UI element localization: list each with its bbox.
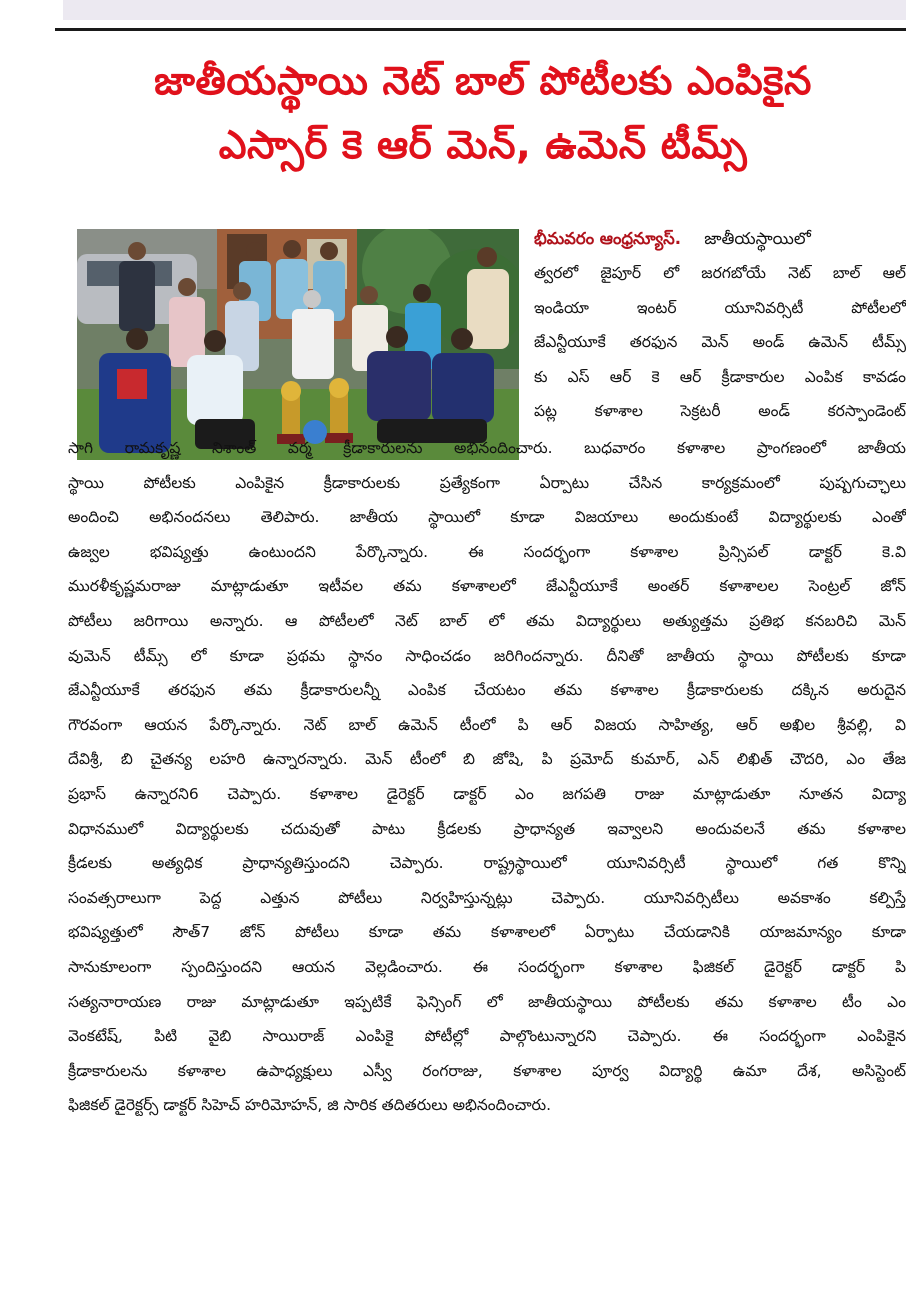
headline-line-2: ఎస్సార్ కె ఆర్ మెన్, ఉమెన్ టీమ్స్ [218,123,748,168]
article-line: సానుకూలంగా స్పందిస్తుందని ఆయన వెల్లడించారు. ఈ సందర్భంగా కళాశాల ఫిజికల్ డైరెక్టర్ డాక్టర్ పి [68,957,906,976]
article-line: కు ఎస్ ఆర్ కె ఆర్ క్రీడాకారుల ఎంపిక కావడం [534,367,906,386]
article-line: వెంకటేష్, పిటి వైబి సాయిరాజ్ ఎంపికై పోటీల్లో పాల్గొంటున్నారని చెప్పారు. ఈ సందర్భంగా ఎంపికైన [68,1027,906,1046]
article-line: క్రీడాకారులను కళాశాల ఉపాధ్యక్షులు ఎస్వీ రంగరాజు, కళాశాల పూర్వ విద్యార్థి ఉమా దేశ, అసిస్టెంట్ [68,1061,906,1080]
article-line: ప్రభాస్ ఉన్నారని6 చెప్పారు. కళాశాల డైరెక్టర్ డాక్టర్ ఎం జగపతి రాజు మాట్లాడుతూ నూతన విద్యా [68,784,906,803]
article-line: జేఎన్టీయూకే తరఫున తమ క్రీడాకారులన్నీ ఎంపిక చేయటం తమ కళాశాల క్రీడాకారులకు దక్కిన అరుదైన [68,681,906,700]
article-line: స్థాయి పోటీలకు ఎంపికైన క్రీడాకారులకు ప్రత్యేకంగా ఏర్పాటు చేసిన కార్యక్రమంలో పుష్పగుచ్ఛాలు [68,473,906,492]
article-line: సాగి రామకృష్ణ నిశాంత్ వర్మ క్రీడాకారులను అభినందించారు. బుధవారం కళాశాల ప్రాంగణంలో జాతీయ [68,439,906,457]
article-line: గౌరవంగా ఆయన పేర్కొన్నారు. నెట్ బాల్ ఉమెన్ టీంలో పి ఆర్ విజయ సాహిత్య, ఆర్ అఖిల శ్రీవల్లి, వి [68,715,906,734]
article-body [68,431,906,1123]
article-line: ఇండియా ఇంటర్ యూనివర్సిటీ పోటీలలో [534,298,906,317]
article-line: పోటీలు జరిగాయి అన్నారు. ఆ పోటీలలో నెట్ బాల్ లో తమ విద్యార్థులు అత్యుత్తమ ప్రతిభ కనబరిచి మెన్ [68,611,906,630]
article-narrow-column [534,256,906,429]
divider-rule [55,28,906,31]
headline-line-1: జాతీయస్థాయి నెట్ బాల్ పోటీలకు ఎంపికైన [154,59,812,104]
article-line: ఫిజికల్ డైరెక్టర్స్ డాక్టర్ సిహెచ్ హరిమోహన్, జి సారిక తదితరులు అభినందించారు. [68,1096,552,1115]
article-line: ఉజ్వల భవిష్యత్తు ఉంటుందని పేర్కొన్నారు. ఈ సందర్భంగా కళాశాల ప్రిన్సిపల్ డాక్టర్ కె.వి [68,542,906,561]
article-line: పట్ల కళాశాల సెక్రటరీ అండ్ కరస్పాండెంట్ [534,402,906,420]
top-bar [63,0,906,20]
article-line: దేవిశ్రీ, బి చైతన్య లహరి ఉన్నారన్నారు. మెన్ టీంలో బి జోషి, పి ప్రమోద్ కుమార్, ఎన్ లిఖిత్ చౌదరి, ఎం తేజ [68,750,906,769]
article-line: భవిష్యత్తులో సౌత్7 జోన్ పోటీలు కూడా తమ కళాశాలలో ఏర్పాటు చేయడానికి యాజమాన్యం కూడా [68,923,906,942]
article-line: అందించి అభినందనలు తెలిపారు. జాతీయ స్థాయిలో కూడా విజయాలు అందుకుంటే విద్యార్థులకు ఎంతో [68,508,906,527]
team-photo [77,229,519,460]
headline [60,50,906,178]
article-line: జేఎన్టీయూకే తరఫున మెన్ అండ్ ఉమెన్ టీమ్స్ [534,333,906,351]
article-line: విధానములో విద్యార్థులకు చదువుతో పాటు క్రీడలకు ప్రాధాన్యత ఇవ్వాలని అందువలనే తమ కళాశాల [68,819,906,838]
dateline: భీమవరం ఆంధ్రన్యూస్. [534,229,681,248]
article-line: సత్యనారాయణ రాజు మాట్లాడుతూ ఇప్పటికే ఫెన్సింగ్ లో జాతీయస్థాయి పోటీలకు తమ కళాశాల టీం ఎం [68,992,906,1011]
first-line-text: జాతీయస్థాయిలో [704,229,811,248]
article-line: క్రీడలకు అత్యధిక ప్రాధాన్యతిస్తుందని చెప్పారు. రాష్ట్రస్థాయిలో యూనివర్సిటీ స్థాయిలో గత కొన్ని [68,854,906,873]
dateline-row [534,221,906,256]
article-line: వుమెన్ టీమ్స్ లో కూడా ప్రథమ స్థానం సాధించడం జరిగిందన్నారు. దీనితో జాతీయ స్థాయి పోటీలకు కూడా [68,646,906,665]
article-line: సంవత్సరాలుగా పెద్ద ఎత్తున పోటీలు నిర్వహిస్తున్నట్లు చెప్పారు. యూనివర్సిటీలు అవకాశం కల్పిస్తే [68,888,906,907]
article-line: మురళీకృష్ణమరాజు మాట్లాడుతూ ఇటీవల తమ కళాశాలలో జేఎన్టీయూకే అంతర్ కళాశాలల సెంట్రల్ జోన్ [68,577,906,596]
article-line: త్వరలో జైపూర్ లో జరగబోయే నెట్ బాల్ ఆల్ [534,264,906,282]
